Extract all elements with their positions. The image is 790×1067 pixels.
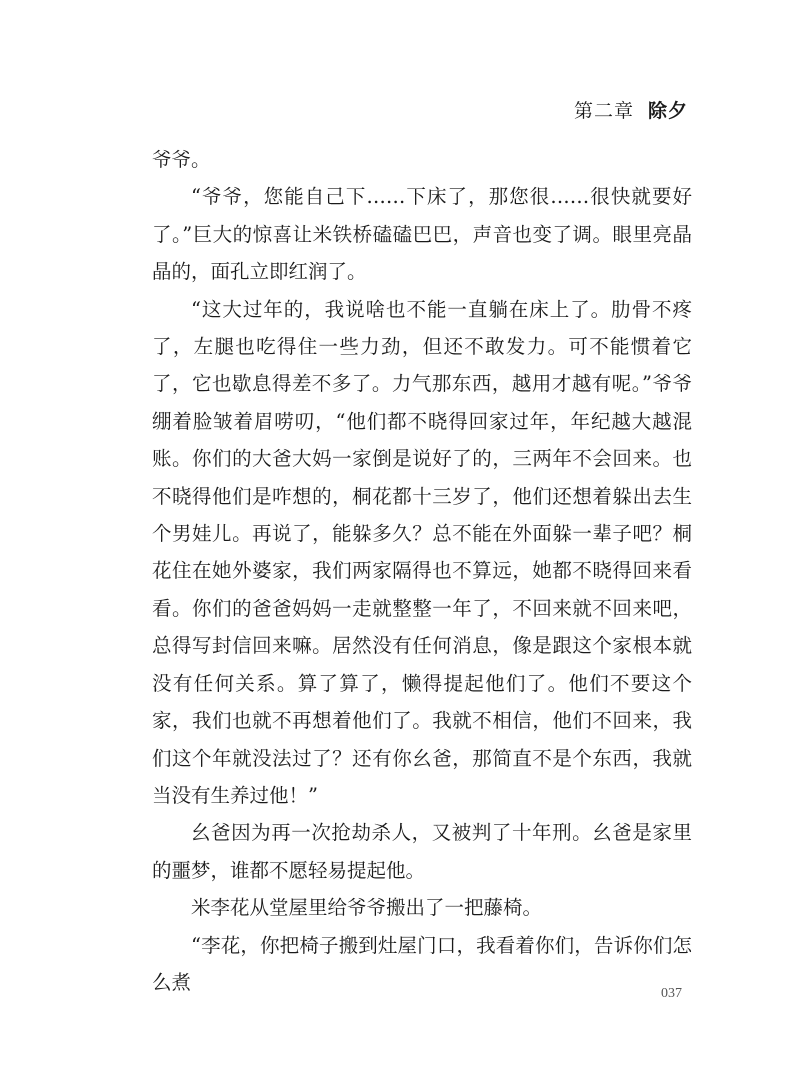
paragraph: “爷爷，您能自己下……下床了，那您很……很快就要好了。”巨大的惊喜让米铁桥磕磕巴巴，声音也变了调。眼里亮晶晶的，面孔立即红润了。: [152, 185, 692, 284]
chapter-title: 除夕: [647, 100, 688, 122]
paragraph: 爷爷。: [152, 148, 211, 171]
running-header: [574, 96, 688, 123]
chapter-number: 第二章: [573, 100, 634, 122]
page-number: 037: [661, 986, 682, 1001]
paragraph: 米李花从堂屋里给爷爷搬出了一把藤椅。: [191, 896, 543, 920]
body-text: [152, 141, 692, 1001]
paragraph: “这大过年的，我说啥也不能一直躺在床上了。肋骨不疼了，左腿也吃得住一些力劲，但还不敢发力。可不能惯着它了，它也歇息得差不多了。力气那东西，越用才越有呢。”爷爷绷着脸皱着眉唠叨，“他们都不晓得回家过年，年纪越大越混账。你们的大爸大妈一家倒是说好了的，三两年不会回来。也不晓得他们是咋想的，桐花都十三岁了，他们还想着躲出去生个男娃儿。再说了，能躲多久？总不能在外面躲一辈子吧？桐花住在她外婆家，我们两家隔得也不算远，她都不晓得回来看看。你们的爸爸妈妈一走就整整一年了，不回来就不回来吧，总得写封信回来嘛。居然没有任何消息，像是跟这个家根本就没有任何关系。算了算了，懒得提起他们了。他们不要这个家，我们也就不再想着他们了。我就不相信，他们不回来，我们这个年就没法过了？还有你幺爸，那简直不是个东西，我就当没有生养过他！”: [152, 297, 692, 807]
paragraph: 幺爸因为再一次抢劫杀人，又被判了十年刑。幺爸是家里的噩梦，谁都不愿轻易提起他。: [152, 821, 692, 882]
paragraph: “李花，你把椅子搬到灶屋门口，我看着你们，告诉你们怎么煮: [152, 933, 692, 994]
